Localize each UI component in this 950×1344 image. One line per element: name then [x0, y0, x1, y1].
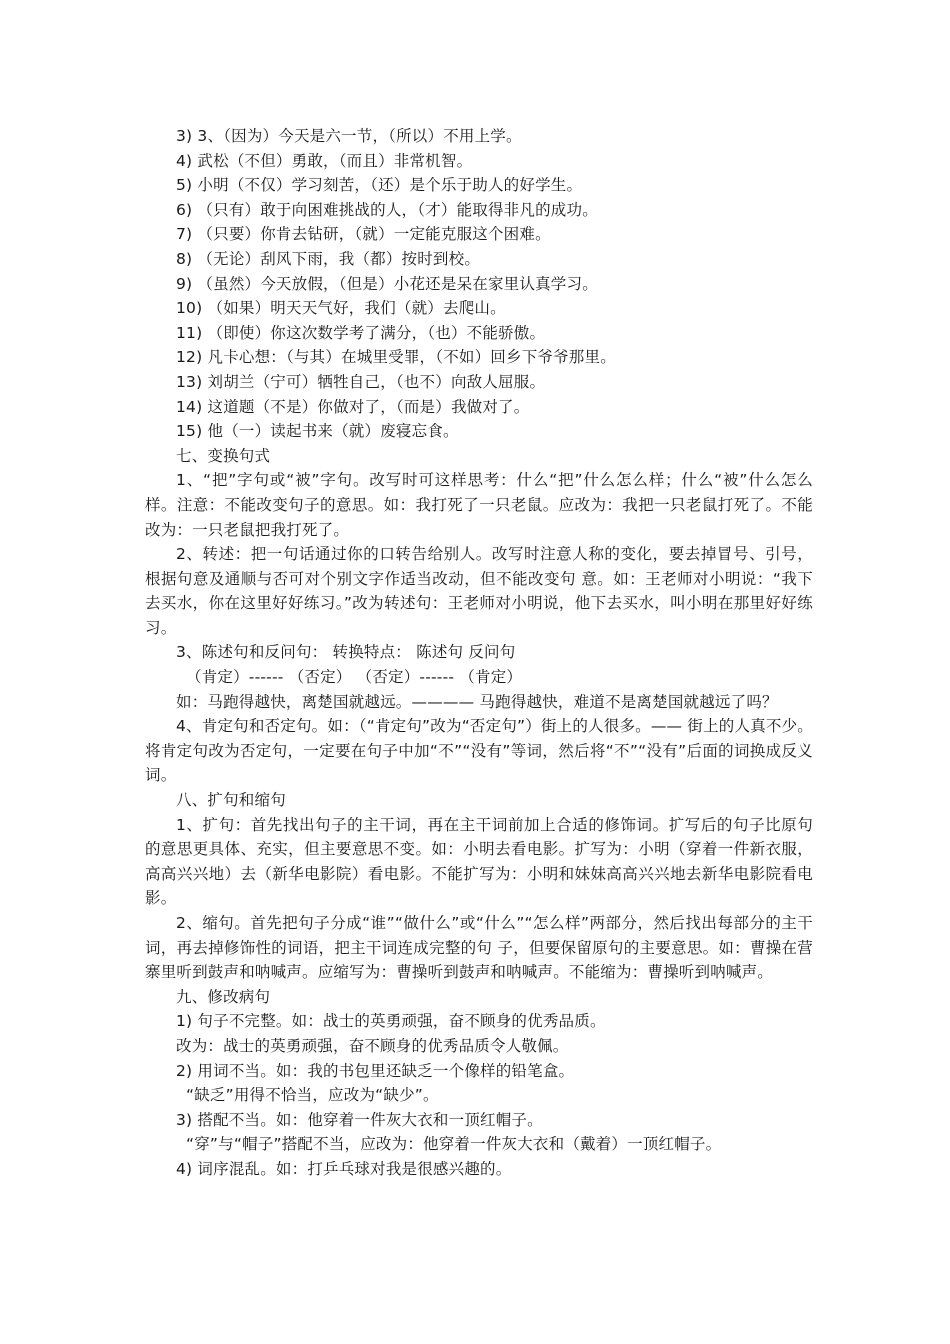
text-line: “缺乏”用得不恰当，应改为“缺少”。: [186, 1086, 439, 1105]
text-line: 6) （只有）敢于向困难挑战的人，（才）能取得非凡的成功。: [176, 200, 598, 219]
text-line: 3) 3、（因为）今天是六一节，（所以）不用上学。: [176, 127, 522, 145]
text-line: 12) 凡卡心想：（与其）在城里受罪，（不如）回乡下爷爷那里。: [176, 348, 616, 367]
text-line: 改为：战士的英勇顽强，奋不顾身的优秀品质令人敬佩。: [176, 1036, 569, 1055]
paragraph: 2、转述：把一句话通过你的口转告给别人。改写时注意人称的变化，要去掉冒号、引号，根据句意及通顺与否可对个别文字作适当改动，但不能改变句 意。如：王老师对小明说：“我下去买水，你在这里好好练习。”改为转述句：王老师对小明说，他下去买水，叫小明在那里好好练习。: [145, 545, 813, 637]
text-line: 7) （只要）你肯去钻研，（就）一定能克服这个困难。: [176, 225, 551, 244]
text-line: 如：马跑得越快，离楚国就越远。———— 马跑得越快，难道不是离楚国就越远了吗？: [176, 692, 778, 711]
text-line: 10) （如果）明天天气好，我们（就）去爬山。: [176, 299, 506, 318]
text-line: 8) （无论）刮风下雨，我（都）按时到校。: [176, 249, 481, 268]
section-heading-8: 八、扩句和缩句: [176, 791, 286, 810]
paragraph: 4、肯定句和否定句。如：（“肯定句”改为“否定句”）街上的人很多。—— 街上的人真不少。将肯定句改为否定句，一定要在句子中加“不”“没有”等词，然后将“不”“没有”后面的词换成反义词。: [145, 717, 813, 785]
text-line: 11) （即使）你这次数学考了满分，（也）不能骄傲。: [176, 323, 546, 342]
text-line: 13) 刘胡兰（宁可）牺牲自己，（也不）向敌人屈服。: [176, 372, 546, 391]
paragraph: 1、“把”字句或“被”字句。改写时可这样思考：什么“把”什么怎么样；什么“被”什么怎么样。注意：不能改变句子的意思。如：我打死了一只老鼠。应改为：我把一只老鼠打死了。不能改为：一只老鼠把我打死了。: [145, 471, 813, 539]
paragraph: 1、扩句：首先找出句子的主干词，再在主干词前加上合适的修饰词。扩写后的句子比原句的意思更具体、充实，但主要意思不变。如：小明去看电影。扩写为：小明（穿着一件新衣服，高高兴兴地）去（新华电影院）看电影。不能扩写为：小明和妹妹高高兴兴地去新华电影院看电影。: [145, 815, 813, 908]
text-line: 4) 词序混乱。如：打乒乓球对我是很感兴趣的。: [176, 1159, 512, 1178]
paragraph: 2、缩句。首先把句子分成“谁”“做什么”或“什么”“怎么样”两部分，然后找出每部分的主干词，再去掉修饰性的词语，把主干词连成完整的句 子，但要保留原句的主要意思。如：曹操在营寨里听到鼓声和呐喊声。应缩写为：曹操听到鼓声和呐喊声。不能缩为：曹操听到呐喊声。: [145, 914, 813, 982]
text-line: 9) （虽然）今天放假，（但是）小花还是呆在家里认真学习。: [176, 274, 598, 293]
text-line: 3) 搭配不当。如：他穿着一件灰大衣和一顶红帽子。: [176, 1110, 543, 1129]
document-body: [145, 124, 813, 1182]
text-line: 2) 用词不当。如：我的书包里还缺乏一个像样的铅笔盒。: [176, 1061, 575, 1080]
text-line: 3、陈述句和反问句： 转换特点： 陈述句 反问句: [176, 643, 516, 662]
section-heading-7: 七、变换句式: [176, 446, 271, 465]
text-line: 14) 这道题（不是）你做对了，（而是）我做对了。: [176, 397, 530, 416]
text-line: 1) 句子不完整。如：战士的英勇顽强，奋不顾身的优秀品质。: [176, 1012, 606, 1031]
text-line: “穿”与“帽子”搭配不当，应改为：他穿着一件灰大衣和（戴着）一顶红帽子。: [186, 1135, 722, 1154]
section-heading-9: 九、修改病句: [176, 987, 271, 1006]
text-line: 5) 小明（不仅）学习刻苦，（还）是个乐于助人的好学生。: [176, 176, 583, 195]
text-line: 4) 武松（不但）勇敢，（而且）非常机智。: [176, 151, 473, 170]
text-line: 15) 他（一）读起书来（就）废寝忘食。: [176, 422, 459, 441]
text-line: （肯定）------ （否定） （否定）------ （肯定）: [186, 668, 523, 687]
